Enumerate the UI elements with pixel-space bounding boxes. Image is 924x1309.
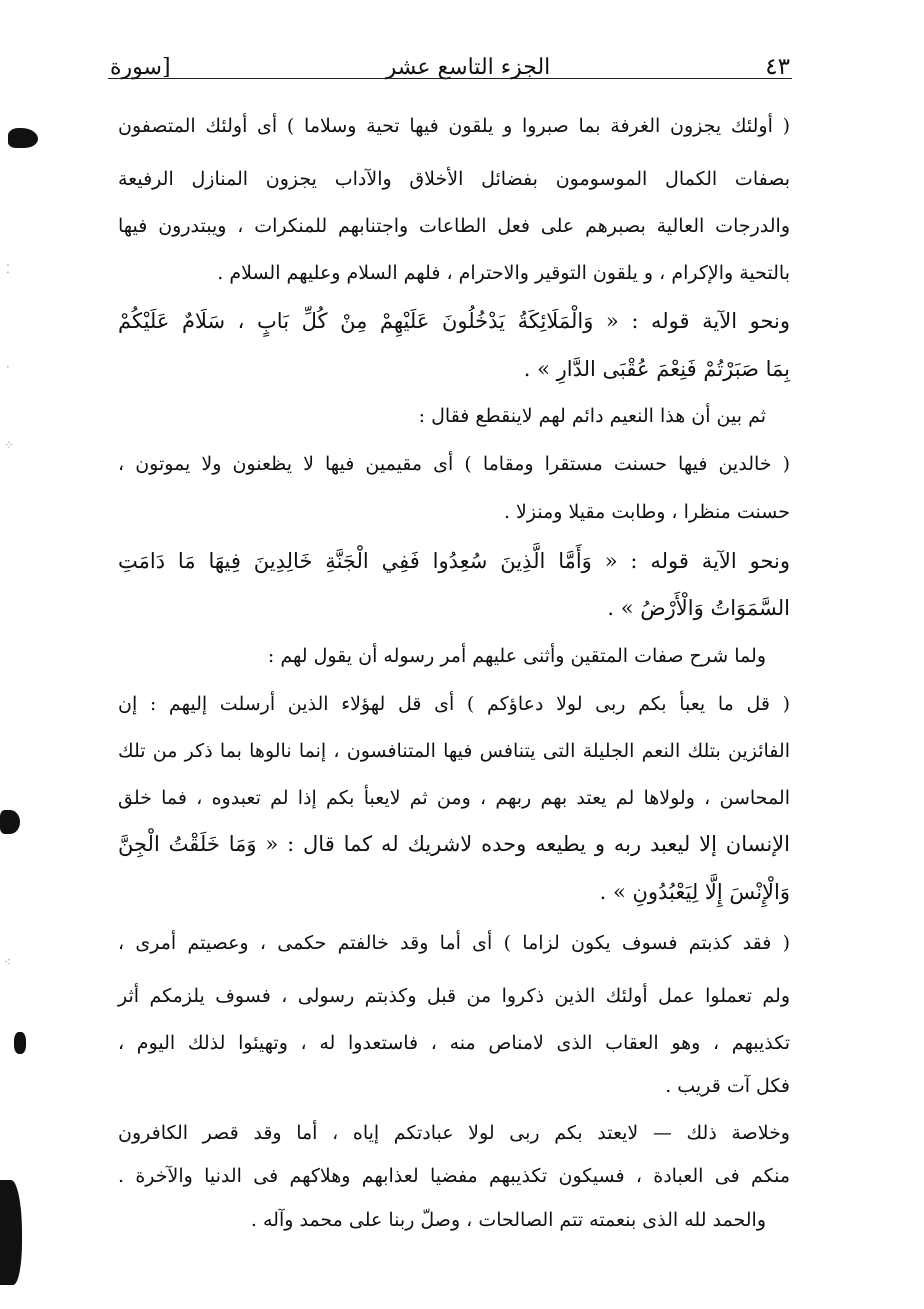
text-line: الإنسان إلا ليعبد ربه و يطيعه وحده لاشريك له كما قال : « وَمَا خَلَقْتُ الْجِنَّ xyxy=(118,832,790,856)
scan-specks: ⁘ xyxy=(4,438,17,452)
text-line: حسنت منظرا ، وطابت مقيلا ومنزلا . xyxy=(503,501,790,523)
text-line: ونحو الآية قوله : « وَالْمَلَائِكَةُ يَدْخُلُونَ عَلَيْهِمْ مِنْ كُلِّ بَابٍ ، سَلَامٌ عَلَيْكُمْ xyxy=(118,309,790,333)
text-line: ( فقد كذبتم فسوف يكون لزاما ) أى أما وقد خالفتم حكمى ، وعصيتم أمرى ، xyxy=(118,932,790,954)
text-line: الفائزين بتلك النعم الجليلة التى يتنافس فيها المتنافسون ، إنما نالوها بما ذكر من تلك xyxy=(118,740,790,762)
text-line: ( قل ما يعبأ بكم ربى لولا دعاؤكم ) أى قل لهؤلاء الذين أرسلت إليهم : إن xyxy=(118,693,790,715)
text-line: ولما شرح صفات المتقين وأثنى عليهم أمر رسوله أن يقول لهم : xyxy=(267,645,766,667)
text-line: والدرجات العالية بصبرهم على فعل الطاعات واجتنابهم للمنكرات ، ويبتدرون فيها xyxy=(118,215,790,237)
scan-specks: · xyxy=(6,360,12,374)
text-line: ونحو الآية قوله : « وَأَمَّا الَّذِينَ سُعِدُوا فَفِي الْجَنَّةِ خَالِدِينَ فِيهَا مَا دَامَتِ xyxy=(118,549,790,573)
scan-blot xyxy=(8,128,38,148)
text-line: السَّمَوَاتُ وَالْأَرْضُ » . xyxy=(607,596,790,620)
text-line: المحاسن ، ولولاها لم يعتد بهم ربهم ، ومن ثم لايعبأ بكم إذا لم تعبدوه ، فما خلق xyxy=(118,787,790,809)
text-line: بصفات الكمال الموسومون بفضائل الأخلاق والآداب يجزون المنازل الرفيعة xyxy=(118,168,790,190)
text-line: تكذيبهم ، وهو العقاب الذى لامناص منه ، فاستعدوا له ، وتهيئوا لذلك اليوم ، xyxy=(118,1032,790,1054)
scan-blot xyxy=(0,1180,22,1285)
page-number: ٤٣ xyxy=(765,54,790,80)
scan-blot xyxy=(0,810,20,834)
text-line: ولم تعملوا عمل أولئك الذين ذكروا من قبل وكذبتم رسولى ، فسوف يلزمكم أثر xyxy=(118,985,790,1007)
text-line: بالتحية والإكرام ، و يلقون التوقير والاحترام ، فلهم السلام وعليهم السلام . xyxy=(217,262,790,284)
text-line: والحمد لله الذى بنعمته تتم الصالحات ، وصلّ ربنا على محمد وآله . xyxy=(250,1209,766,1231)
text-line: فكل آت قريب . xyxy=(665,1075,790,1097)
surah-label: [سورة xyxy=(110,55,171,80)
text-line: ( خالدين فيها حسنت مستقرا ومقاما ) أى مقيمين فيها لا يظعنون ولا يموتون ، xyxy=(118,453,790,475)
text-line: وَالْإِنْسَ إِلَّا لِيَعْبُدُونِ » . xyxy=(599,880,790,904)
page-header xyxy=(110,40,790,80)
running-title: الجزء التاسع عشر xyxy=(385,55,551,80)
text-line: بِمَا صَبَرْتُمْ فَنِعْمَ عُقْبَى الدَّارِ » . xyxy=(523,357,790,381)
scan-specks: ⁖ xyxy=(4,955,14,969)
scan-specks: ⁚ xyxy=(6,262,12,276)
text-line: وخلاصة ذلك — لايعتد بكم ربى لولا عبادتكم إياه ، أما وقد قصر الكافرون xyxy=(118,1122,790,1144)
text-line: منكم فى العبادة ، فسيكون تكذيبهم مفضيا لعذابهم وهلاكهم فى الدنيا والآخرة . xyxy=(118,1165,790,1187)
text-line: ( أولئك يجزون الغرفة بما صبروا و يلقون فيها تحية وسلاما ) أى أولئك المتصفون xyxy=(118,115,790,137)
text-line: ثم بين أن هذا النعيم دائم لهم لاينقطع فقال : xyxy=(418,405,766,427)
scan-blot xyxy=(14,1032,26,1054)
header-rule xyxy=(108,78,792,79)
